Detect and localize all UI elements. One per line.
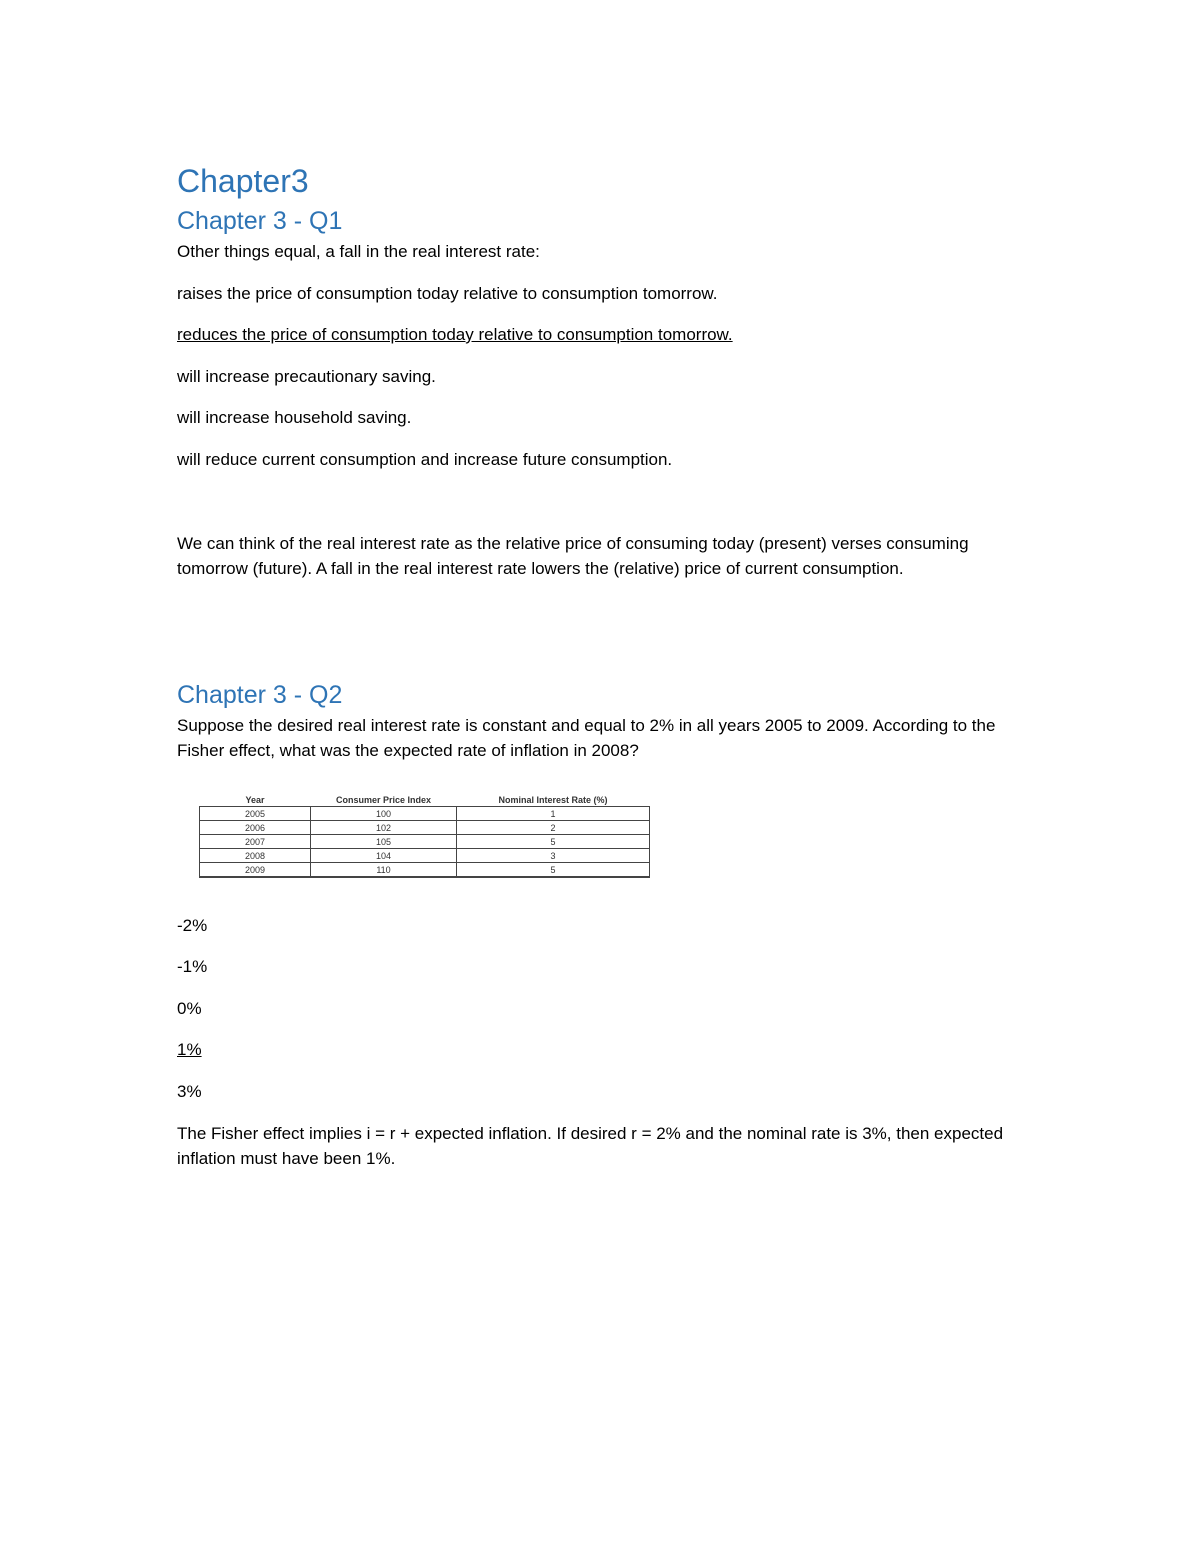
table-cell-year: 2008 [200,849,311,863]
cpi-interest-table [199,793,650,878]
table-cell-rate: 1 [457,807,650,821]
q2-option-d-correct: 1% [177,1040,202,1059]
q2-option-b: -1% [177,957,208,976]
table-row [200,835,650,849]
table-header-nominal-rate: Nominal Interest Rate (%) [498,794,608,805]
table-cell-year: 2007 [200,835,311,849]
table-cell-cpi: 100 [311,807,457,821]
q1-explanation: We can think of the real interest rate as the relative price of consuming today (present) verses consuming tomorrow (future). A fall in the real interest rate lowers the (relative) price of current consumption. [177,534,969,578]
table-row [200,863,650,878]
table-row [200,849,650,863]
table-header-year: Year [245,794,265,805]
q1-option-d: will increase household saving. [177,408,412,427]
table-row [200,807,650,821]
document-title: Chapter3 [177,163,309,199]
q1-option-e: will reduce current consumption and increase future consumption. [177,450,673,469]
table-cell-cpi: 110 [311,863,457,878]
table-cell-rate: 5 [457,863,650,878]
q1-option-b-correct: reduces the price of consumption today relative to consumption tomorrow. [177,325,733,344]
table-header-row [200,793,650,807]
table-cell-cpi: 105 [311,835,457,849]
table-header-cpi: Consumer Price Index [335,794,432,805]
q2-explanation: The Fisher effect implies i = r + expected inflation. If desired r = 2% and the nominal rate is 3%, then expected inflation must have been 1%. [177,1124,1004,1168]
table-cell-year: 2009 [200,863,311,878]
table-cell-cpi: 104 [311,849,457,863]
table-cell-year: 2005 [200,807,311,821]
q2-question: Suppose the desired real interest rate is constant and equal to 2% in all years 2005 to 2009. According to the Fisher effect, what was the expected rate of inflation in 2008? [177,716,996,760]
q2-option-c: 0% [177,999,202,1018]
q2-option-a: -2% [177,916,208,935]
table-cell-cpi: 102 [311,821,457,835]
q1-question: Other things equal, a fall in the real interest rate: [177,242,540,261]
table-cell-rate: 5 [457,835,650,849]
q1-option-c: will increase precautionary saving. [177,367,436,386]
table-cell-rate: 2 [457,821,650,835]
table-cell-year: 2006 [200,821,311,835]
q2-heading: Chapter 3 - Q2 [177,681,343,709]
q1-heading: Chapter 3 - Q1 [177,207,343,235]
table-cell-rate: 3 [457,849,650,863]
table-row [200,821,650,835]
q1-option-a: raises the price of consumption today relative to consumption tomorrow. [177,284,718,303]
q2-option-e: 3% [177,1082,202,1101]
